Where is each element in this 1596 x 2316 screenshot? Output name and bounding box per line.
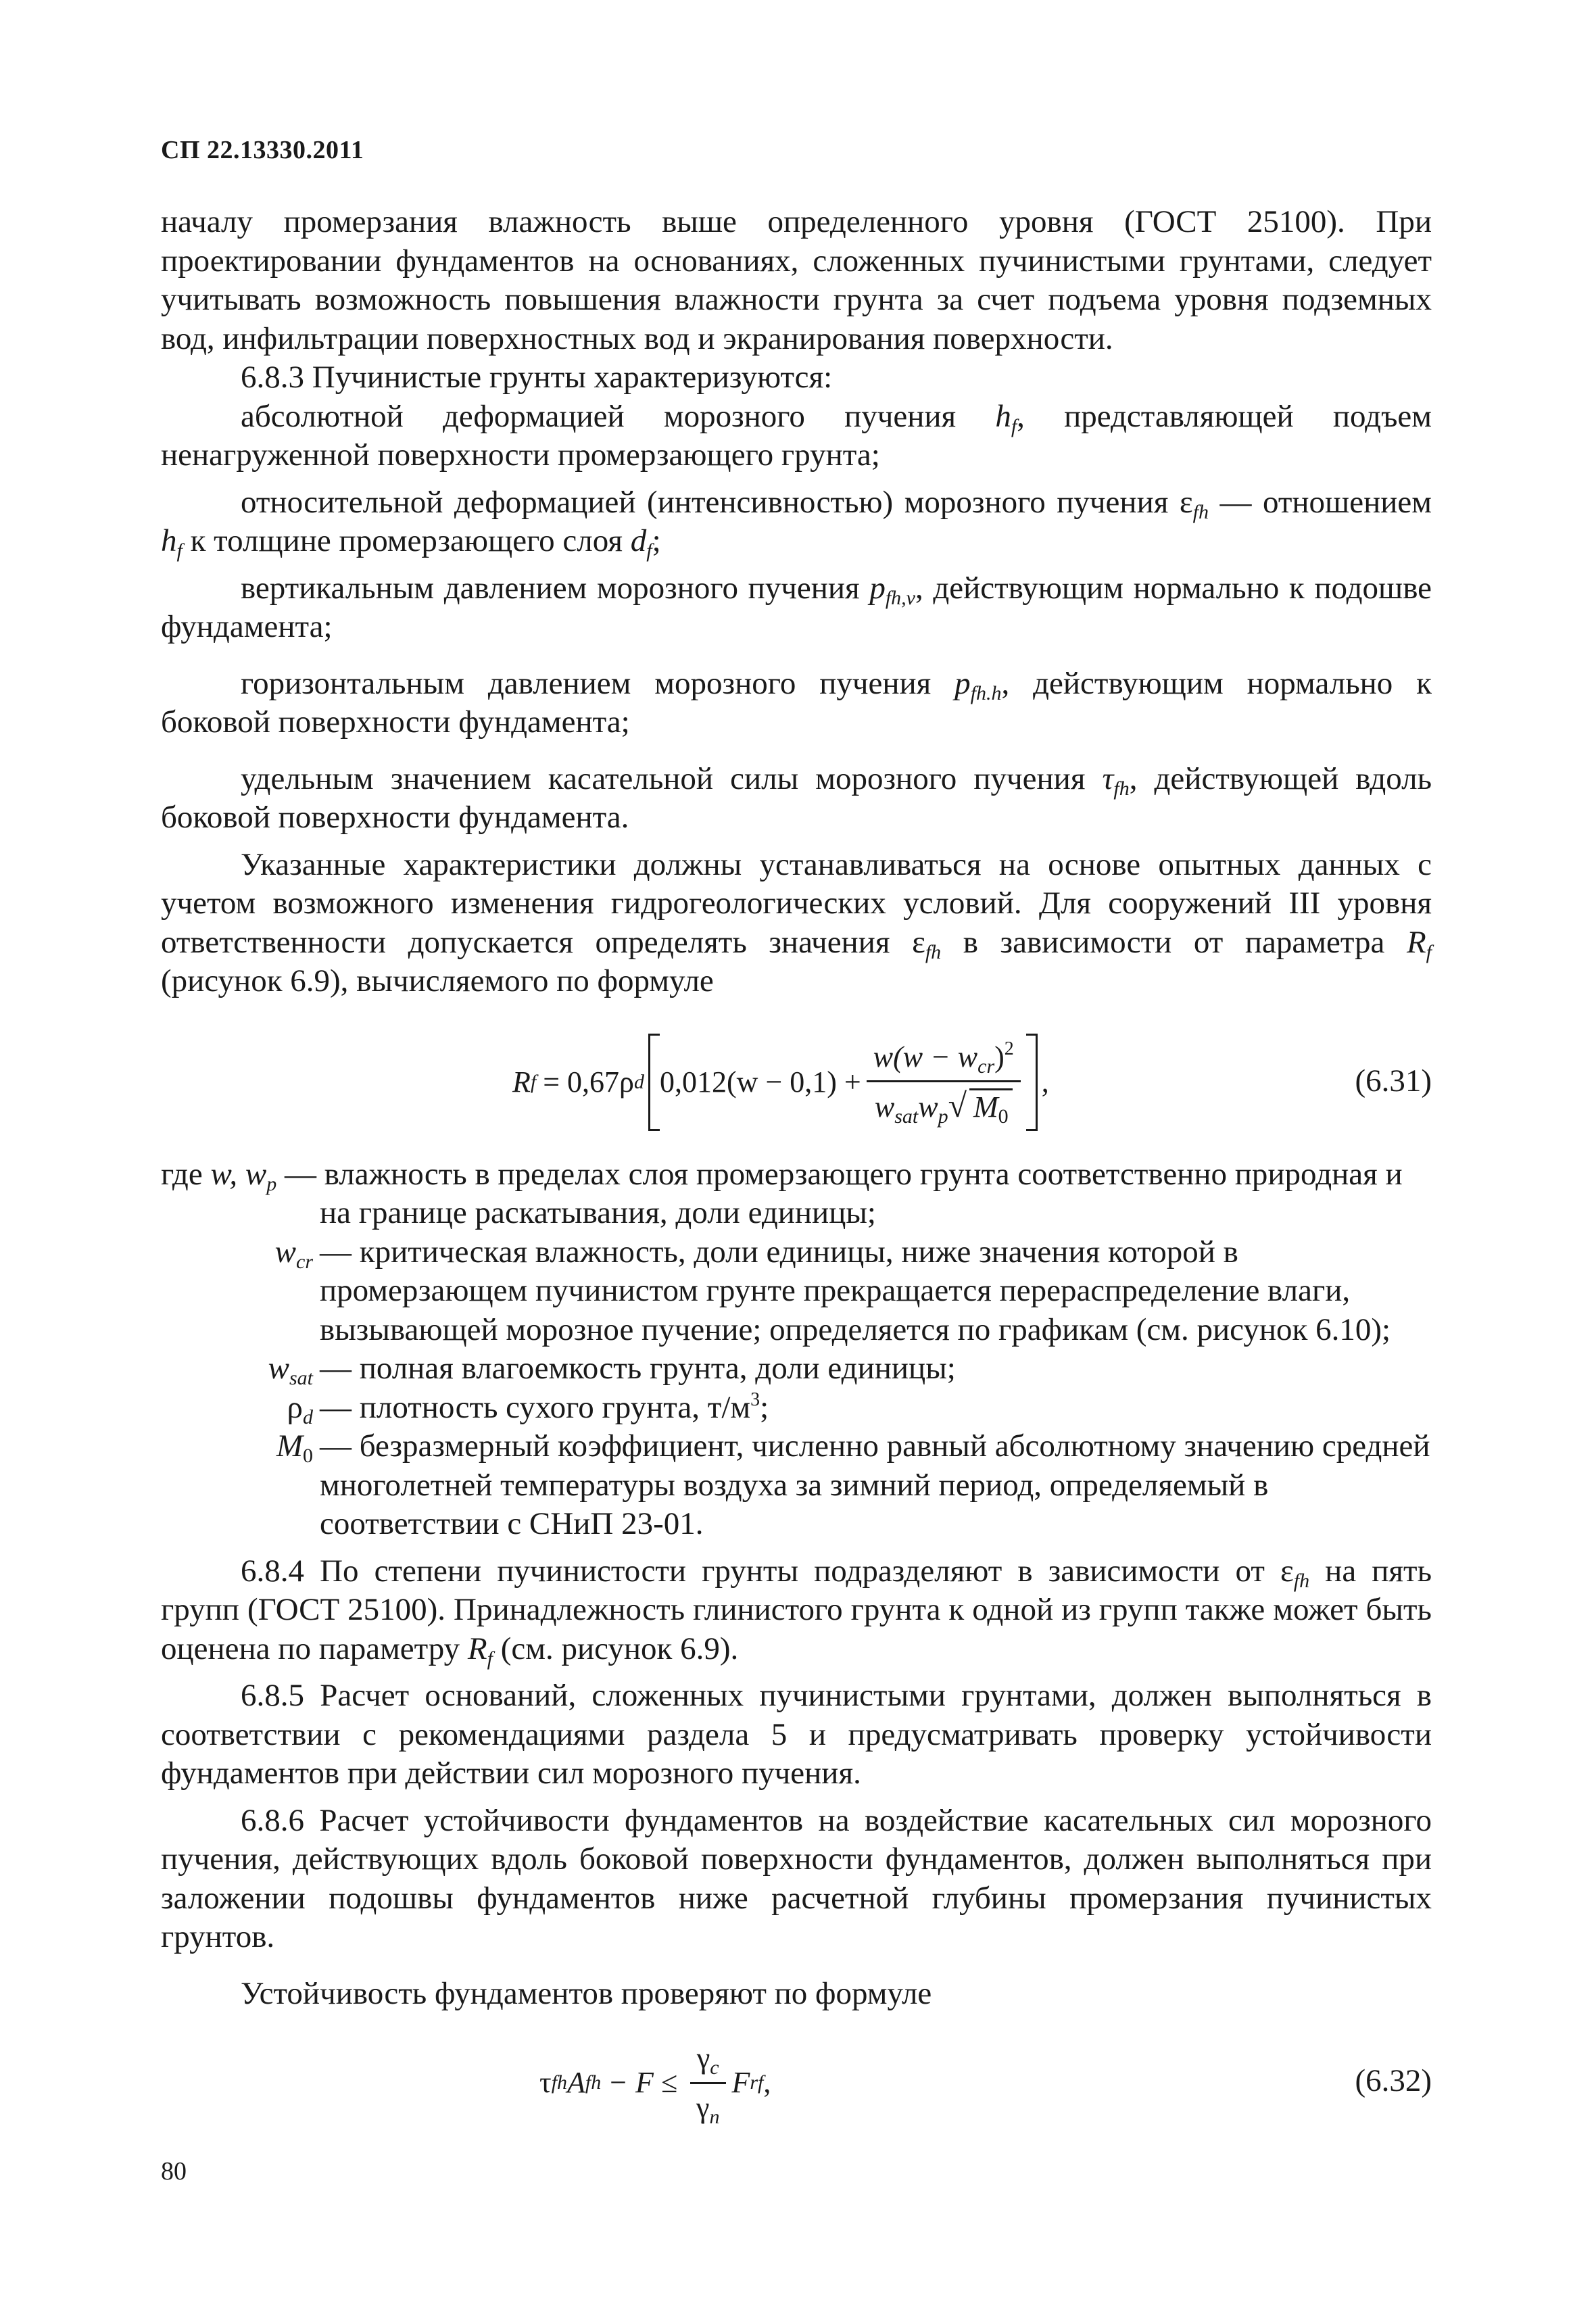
definitions-list xyxy=(161,1155,1432,1544)
item-relative-deformation: относительной деформацией (интенсивностью) морозного пучения $\varepsilon_{fh}$ — отношением $h_f$ к толщине промерзающего слоя $d_f$; xyxy=(161,484,1432,562)
definition-wsat: $w_{sat}$ — полная влагоемкость грунта, доли единицы; xyxy=(268,1351,956,1389)
item-absolute-deformation: абсолютной деформацией морозного пучения $h_f$, представляющей подъем ненагруженной поверхности промерзающего грунта; xyxy=(161,398,1432,473)
characteristics-paragraph: Указанные характеристики должны устанавливаться на основе опытных данных с учетом возможного изменения гидрогеологических условий. Для сооружений III уровня ответственности допускается определять значения $\varepsilon_{fh}$ в зависимости от параметра $R_f$ (рисунок 6.9), вычисляемого по формуле xyxy=(161,846,1432,998)
formula-6-32-expression: τ fh A fh − F ≤ $\frac{\gamma_c}{\gamma_n}$ F rf , xyxy=(539,2039,771,2127)
formula-6-32 xyxy=(161,2032,1432,2133)
formula-6-32-fraction: $\frac{\gamma_c}{\gamma_n}$ xyxy=(690,2039,726,2127)
item-tangential-force: удельным значением касательной силы морозного пучения $\tau_{fh}$, действующей вдоль боковой поверхности фундамента. xyxy=(161,761,1432,835)
section-6-8-6: 6.8.6 Расчет устойчивости фундаментов на воздействие касательных сил морозного пучения, действующих вдоль боковой поверхности фундаментов, должен выполняться при заложении подошвы фундаментов ниже расчетной глубины промерзания пучинистых грунтов. xyxy=(161,1802,1432,1954)
stability-intro: Устойчивость фундаментов проверяют по формуле xyxy=(241,1975,932,2011)
item-vertical-pressure: вертикальным давлением морозного пучения $p_{fh,v}$, действующим нормально к подошве фундамента; xyxy=(161,570,1432,644)
section-6-8-3-title: 6.8.3 Пучинистые грунты характеризуются: xyxy=(241,360,833,395)
definition-w-wp: где w, $w_p$ — влажность в пределах слоя промерзающего грунта соответственно природная и xyxy=(161,1156,1403,1195)
page-body xyxy=(161,203,1432,2133)
section-6-8-5: 6.8.5 Расчет оснований, сложенных пучинистыми грунтами, должен выполняться в соответствии с рекомендациями раздела 5 и предусматривать проверку устойчивости фундаментов при действии сил морозного пучения. xyxy=(161,1678,1432,1791)
definition-w-wp-cont: на границе раскатывания, доли единицы; xyxy=(320,1195,876,1230)
definition-rho-d: $\rho_d$ — плотность сухого грунта, $т/м^3$; xyxy=(287,1389,769,1428)
page-number: 80 xyxy=(161,2157,187,2186)
formula-6-31-expression: R f = 0,67ρ d 0,012(w − 0,1) + $\frac{w(w - w_{cr})^2}{w_{sat}w_p√ M_0}$ , xyxy=(512,1034,1049,1131)
formula-bracket: 0,012(w − 0,1) + $\frac{w(w - w_{cr})^2}{w_{sat}w_p√ M_0}$ xyxy=(648,1034,1038,1131)
intro-paragraph: началу промерзания влажность выше определенного уровня (ГОСТ 25100). При проектировании фундаментов на основаниях, сложенных пучинистыми грунтами, следует учитывать возможность повышения влажности грунта за счет подъема уровня подземных вод, инфильтрации поверхностных вод и экранирования поверхности. xyxy=(161,204,1432,356)
section-6-8-4: 6.8.4 По степени пучинистости грунты подразделяют в зависимости от $\varepsilon_{fh}$ на пять групп (ГОСТ 25100). Принадлежность глинистого грунта к одной из групп также может быть оценена по параметру $R_f$ (см. рисунок 6.9). xyxy=(161,1553,1432,1670)
definition-wcr: $w_{cr}$ — критическая влажность, доли единицы, ниже значения которой в промерзающем пучинистом грунте прекращается перераспределение влаги, вызывающей морозное пучение; определяется по графикам (см. рисунок 6.10); xyxy=(274,1234,1391,1347)
formula-fraction: $\frac{w(w - w_{cr})^2}{w_{sat}w_p√ M_0}$ xyxy=(867,1038,1021,1127)
item-horizontal-pressure: горизонтальным давлением морозного пучения $p_{fh.h}$, действующим нормально к боковой поверхности фундамента; xyxy=(161,665,1432,740)
formula-6-32-number: (6.32) xyxy=(1355,2063,1432,2098)
document-code: СП 22.13330.2011 xyxy=(161,136,364,164)
definition-m0: $M_0$ — безразмерный коэффициент, численно равный абсолютному значению средней многолетней температуры воздуха за зимний период, определяемый в соответствии с СНиП 23-01. xyxy=(276,1428,1430,1541)
formula-6-31 xyxy=(161,1013,1432,1149)
formula-6-31-number: (6.31) xyxy=(1355,1063,1432,1099)
